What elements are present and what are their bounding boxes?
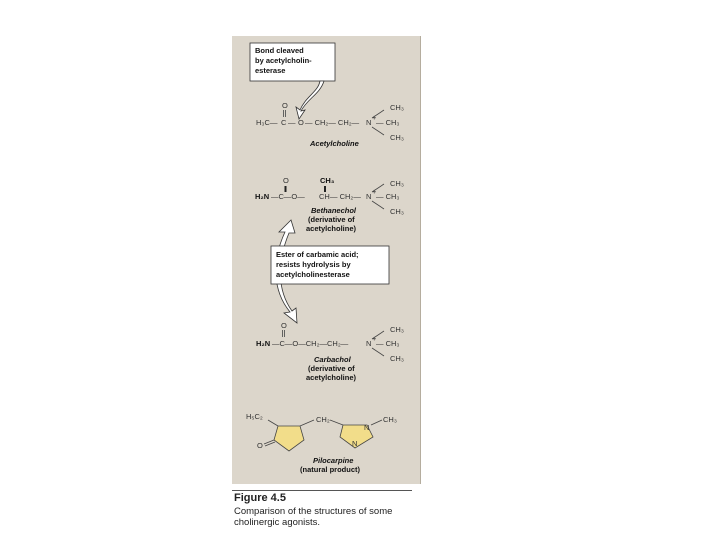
- carbachol-name: Carbachol: [314, 355, 351, 364]
- carbachol-chain: —C—O—CH₂—CH₂—: [272, 339, 349, 348]
- bond-line: [330, 420, 343, 425]
- pilocarpine-n-methyl-n: N: [364, 423, 370, 432]
- acetylcholine-methylene-chain: — CH₂— CH₂—: [305, 118, 360, 127]
- acetylcholine-dash: —: [270, 118, 278, 127]
- curved-arrow-icon: [296, 81, 324, 119]
- carbachol-carbonyl-o: O: [281, 321, 287, 330]
- bond-line: [372, 201, 384, 209]
- carbachol-methyl-top: CH₃: [390, 325, 404, 334]
- carbachol-amine: H₂N: [256, 339, 271, 348]
- ester-callout: [271, 246, 389, 284]
- acetylcholine-nitrogen: N: [366, 118, 372, 127]
- acetylcholine-structure: [256, 101, 404, 148]
- positive-charge: +: [372, 334, 377, 343]
- bond-line: [372, 348, 384, 356]
- bond-callout-line-3: esterase: [255, 66, 286, 75]
- bethanechol-amine: H₂N: [255, 192, 270, 201]
- ester-callout-line-1: Ester of carbamic acid;: [276, 250, 359, 259]
- pilocarpine-subnote: (natural product): [300, 465, 360, 474]
- acetylcholine-carbonyl-o: O: [282, 101, 288, 110]
- acetylcholine-carbon: C: [281, 118, 287, 127]
- positive-charge: +: [372, 187, 377, 196]
- bethanechol-structure: [255, 176, 404, 233]
- bethanechol-subnote-1: (derivative of: [308, 215, 355, 224]
- pilocarpine-methylene: CH₂: [316, 415, 330, 424]
- caption-divider: [232, 490, 412, 491]
- bond-callout-line-1: Bond cleaved: [255, 46, 304, 55]
- pilocarpine-carbonyl-o: O: [257, 441, 263, 450]
- bond-callout-line-2: by acetylcholin-: [255, 56, 312, 65]
- bethanechol-name: Bethanechol: [311, 206, 357, 215]
- ester-callout-line-2: resists hydrolysis by: [276, 260, 351, 269]
- acetylcholine-name: Acetylcholine: [310, 139, 359, 148]
- acetylcholine-dash: —: [288, 118, 296, 127]
- acetylcholine-methyl-bottom: CH₃: [390, 133, 404, 142]
- bethanechol-carbamate: —C—O—: [271, 192, 305, 201]
- bond-line: [371, 420, 382, 425]
- carbachol-methyl-bottom: CH₃: [390, 354, 404, 363]
- acetylcholine-h3c: H₃C: [256, 118, 270, 127]
- acetylcholine-methyl-mid: — CH₃: [376, 118, 400, 127]
- positive-charge: +: [372, 113, 377, 122]
- carbachol-nitrogen: N: [366, 339, 372, 348]
- bond-cleaved-callout: [250, 43, 335, 119]
- pilocarpine-methyl: CH₃: [383, 415, 397, 424]
- carbachol-structure: [256, 321, 404, 382]
- bethanechol-methylene: — CH₂—: [330, 192, 361, 201]
- bethanechol-methyl-bottom: CH₃: [390, 207, 404, 216]
- bethanechol-ch: CH: [319, 192, 330, 201]
- lactone-ring-shape: [274, 426, 304, 451]
- bond-line: [268, 420, 278, 426]
- acetylcholine-ester-o: O: [298, 118, 304, 127]
- pilocarpine-ring-n: N: [352, 439, 358, 448]
- carbachol-subnote-1: (derivative of: [308, 364, 355, 373]
- bethanechol-nitrogen: N: [366, 192, 372, 201]
- pilocarpine-ethyl: H₅C₂: [246, 412, 263, 421]
- bond-line: [300, 420, 314, 426]
- acetylcholine-methyl-top: CH₃: [390, 103, 404, 112]
- pilocarpine-structure: [246, 412, 397, 474]
- bethanechol-carbonyl-o: O: [283, 176, 289, 185]
- bethanechol-methyl-branch: CH₃: [320, 176, 335, 185]
- carbachol-subnote-2: acetylcholine): [306, 373, 357, 382]
- carbachol-methyl-mid: — CH₃: [376, 339, 400, 348]
- figure-caption: Comparison of the structures of some cholinergic agonists.: [234, 506, 393, 528]
- pilocarpine-name: Pilocarpine: [313, 456, 354, 465]
- bond-line: [372, 127, 384, 135]
- ester-callout-line-3: acetylcholinesterase: [276, 270, 350, 279]
- bethanechol-methyl-mid: — CH₃: [376, 192, 400, 201]
- bethanechol-subnote-2: acetylcholine): [306, 224, 357, 233]
- bethanechol-methyl-top: CH₃: [390, 179, 404, 188]
- figure-title: Figure 4.5: [234, 492, 286, 504]
